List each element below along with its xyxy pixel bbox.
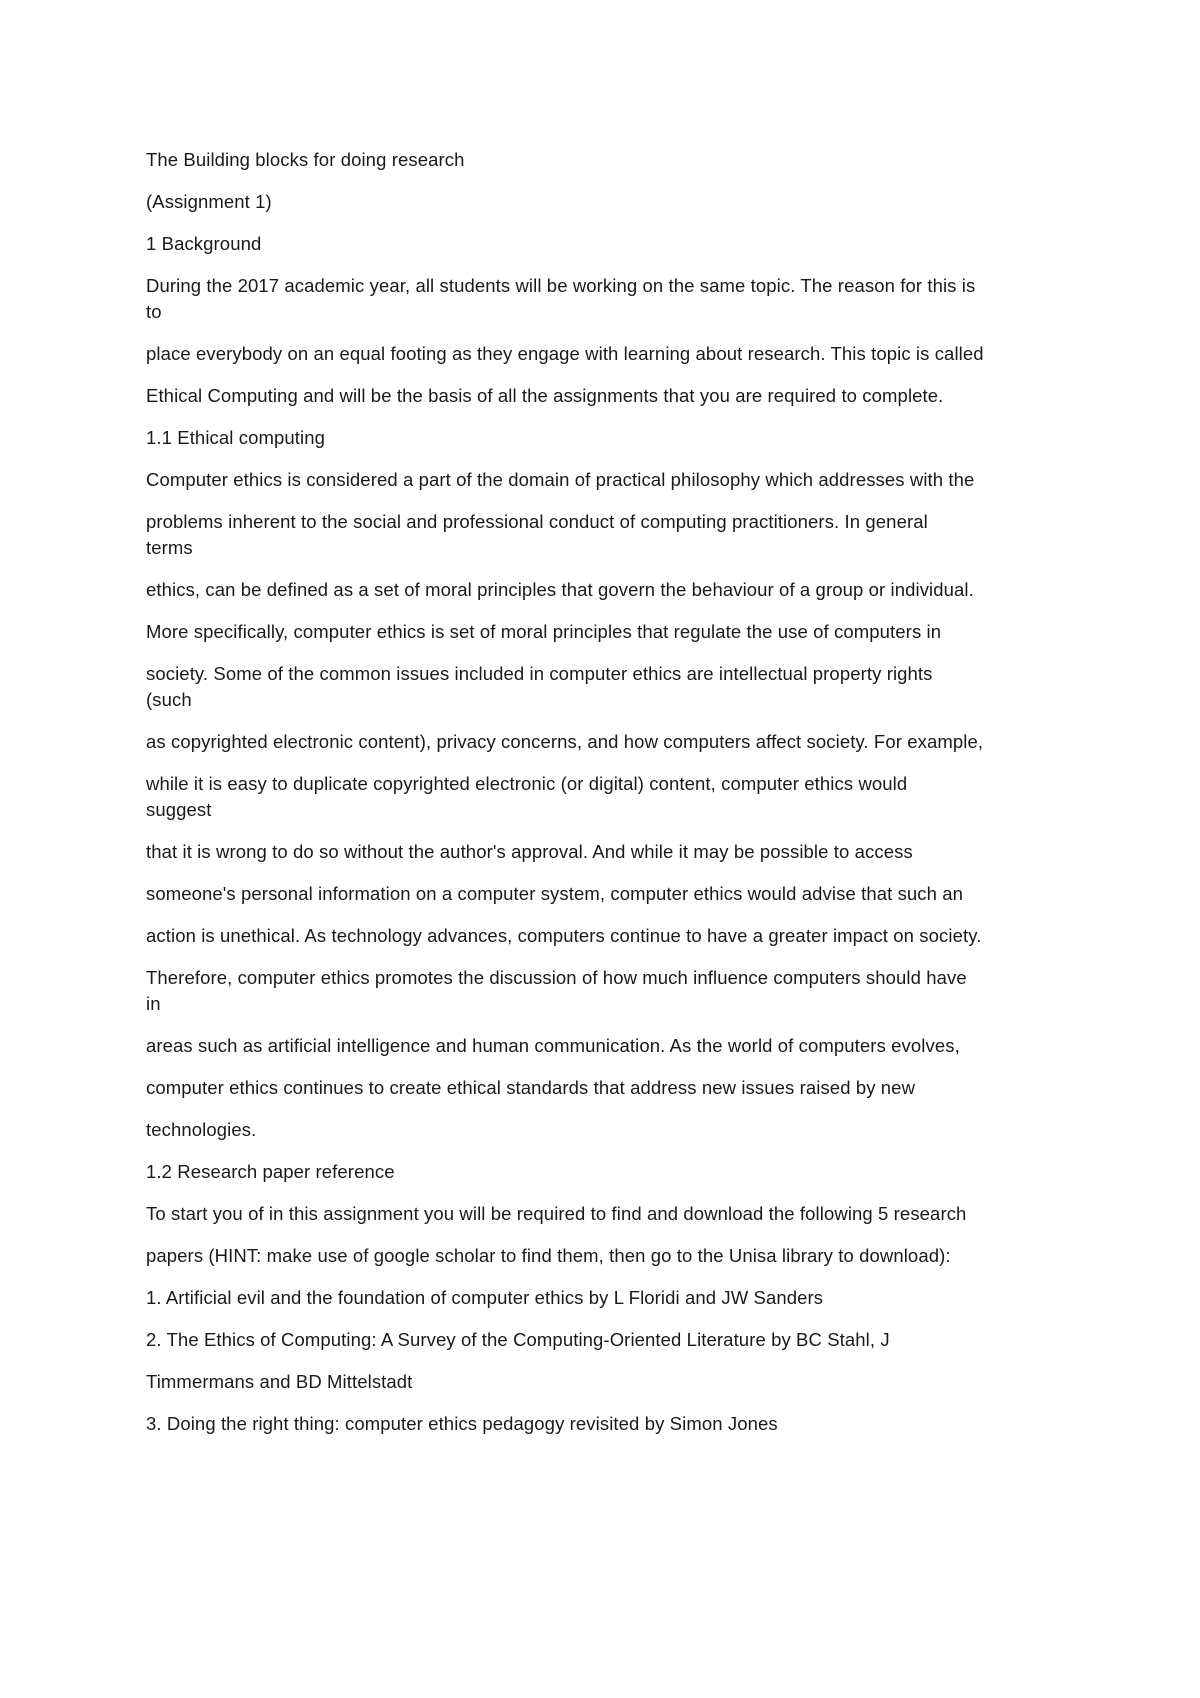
section-heading-background: 1 Background	[146, 233, 262, 254]
section-heading-ethical-computing: 1.1 Ethical computing	[146, 427, 325, 448]
paragraph-line: computer ethics continues to create ethical standards that address new issues raised by new	[146, 1077, 916, 1098]
paragraph-line: place everybody on an equal footing as they engage with learning about research. This topic is called	[146, 343, 984, 364]
paragraph-line: to	[146, 301, 162, 322]
paragraph-line: someone's personal information on a computer system, computer ethics would advise that such an	[146, 883, 964, 904]
paragraph-line: Computer ethics is considered a part of the domain of practical philosophy which addresses with the	[146, 469, 975, 490]
paragraph-line: terms	[146, 537, 193, 558]
paragraph-line: Ethical Computing and will be the basis of all the assignments that you are required to complete.	[146, 385, 944, 406]
paragraph-line: Therefore, computer ethics promotes the discussion of how much influence computers should have	[146, 967, 967, 988]
paragraph-line: During the 2017 academic year, all students will be working on the same topic. The reason for this is	[146, 275, 976, 296]
paragraph-line: in	[146, 993, 161, 1014]
paragraph-line: papers (HINT: make use of google scholar to find them, then go to the Unisa library to download):	[146, 1245, 951, 1266]
paragraph-line: action is unethical. As technology advances, computers continue to have a greater impact on society.	[146, 925, 982, 946]
reference-item-2-continued: Timmermans and BD Mittelstadt	[146, 1371, 413, 1392]
document-title: The Building blocks for doing research	[146, 149, 465, 170]
assignment-label: (Assignment 1)	[146, 191, 272, 212]
reference-item-3: 3. Doing the right thing: computer ethics pedagogy revisited by Simon Jones	[146, 1413, 778, 1434]
reference-item-2: 2. The Ethics of Computing: A Survey of the Computing-Oriented Literature by BC Stahl, J	[146, 1329, 890, 1350]
paragraph-line: ethics, can be defined as a set of moral principles that govern the behaviour of a group or individual.	[146, 579, 974, 600]
paragraph-line: areas such as artificial intelligence and human communication. As the world of computers evolves,	[146, 1035, 960, 1056]
paragraph-line: suggest	[146, 799, 212, 820]
paragraph-line: technologies.	[146, 1119, 257, 1140]
paragraph-line: as copyrighted electronic content), privacy concerns, and how computers affect society. For example,	[146, 731, 984, 752]
paragraph-line: (such	[146, 689, 192, 710]
paragraph-line: More specifically, computer ethics is set of moral principles that regulate the use of computers in	[146, 621, 942, 642]
paragraph-line: problems inherent to the social and professional conduct of computing practitioners. In general	[146, 511, 928, 532]
paragraph-line: society. Some of the common issues included in computer ethics are intellectual property rights	[146, 663, 933, 684]
paragraph-line: while it is easy to duplicate copyrighted electronic (or digital) content, computer ethics would	[146, 773, 908, 794]
paragraph-line: that it is wrong to do so without the author's approval. And while it may be possible to access	[146, 841, 913, 862]
paragraph-line: To start you of in this assignment you will be required to find and download the following 5 research	[146, 1203, 967, 1224]
section-heading-research-paper-reference: 1.2 Research paper reference	[146, 1161, 395, 1182]
reference-item-1: 1. Artificial evil and the foundation of computer ethics by L Floridi and JW Sanders	[146, 1287, 824, 1308]
